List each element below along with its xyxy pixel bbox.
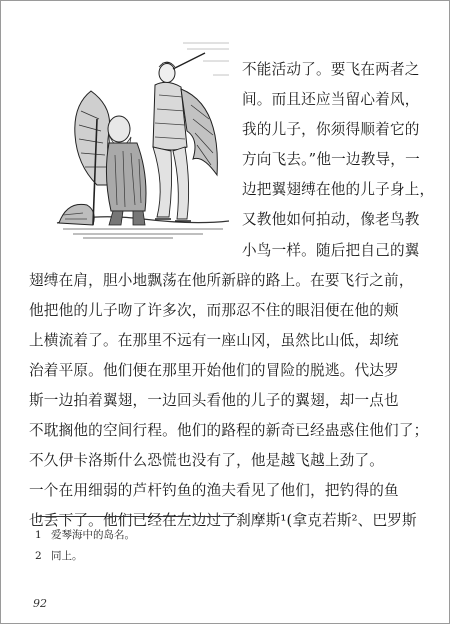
footnote-item bbox=[35, 525, 135, 546]
footnote-number: 1 bbox=[35, 529, 42, 541]
text-line: 他把他的儿子吻了许多次，而那忍不住的眼泪便在他的颊 bbox=[29, 301, 399, 319]
text-line: 小鸟一样。随后把自己的翼 bbox=[242, 241, 420, 259]
text-line: 方向飞去。”他一边教导，一 bbox=[242, 151, 420, 169]
text-line: 又教他如何拍动，像老鸟教 bbox=[242, 211, 420, 229]
footnote-text: 爱琴海中的岛名。 bbox=[51, 529, 135, 541]
footnote-item bbox=[35, 546, 135, 567]
footnote-text: 同上。 bbox=[51, 550, 83, 562]
text-line: 也丢下了。他们已经在左边过了刹摩斯¹(拿克若斯²、巴罗斯 bbox=[29, 512, 417, 530]
page-number: 92 bbox=[33, 597, 47, 610]
text-line: 上横流着了。在那里不远有一座山冈，虽然比山低，却统 bbox=[29, 331, 399, 349]
footnote-number: 2 bbox=[35, 550, 42, 562]
footnote-divider bbox=[37, 516, 237, 517]
text-line: 不耽搁他的空间行程。他们的路程的新奇已经蛊惑住他们了； bbox=[29, 422, 429, 440]
text-line: 一个在用细弱的芦杆钓鱼的渔夫看见了他们，把钓得的鱼 bbox=[29, 482, 399, 500]
text-line: 不能活动了。要飞在两者之 bbox=[242, 61, 420, 78]
text-line: 边把翼翅缚在他的儿子身上， bbox=[242, 181, 435, 199]
body-text bbox=[29, 55, 437, 537]
text-line: 不久伊卡洛斯什么恐慌也没有了，他是越飞越上劲了。 bbox=[29, 452, 385, 470]
text-line: 治着平原。他们便在那里开始他们的冒险的脱逃。代达罗 bbox=[29, 361, 399, 379]
text-line: 翅缚在肩，胆小地飘荡在他所新辟的路上。在要飞行之前， bbox=[29, 271, 414, 289]
text-line: 斯一边拍着翼翅，一边回头看他的儿子的翼翅，却一点也 bbox=[29, 392, 399, 410]
footnotes bbox=[35, 525, 135, 567]
text-line: 我的儿子，你须得顺着它的 bbox=[242, 121, 420, 139]
text-line: 间。而且还应当留心着风， bbox=[242, 91, 420, 109]
